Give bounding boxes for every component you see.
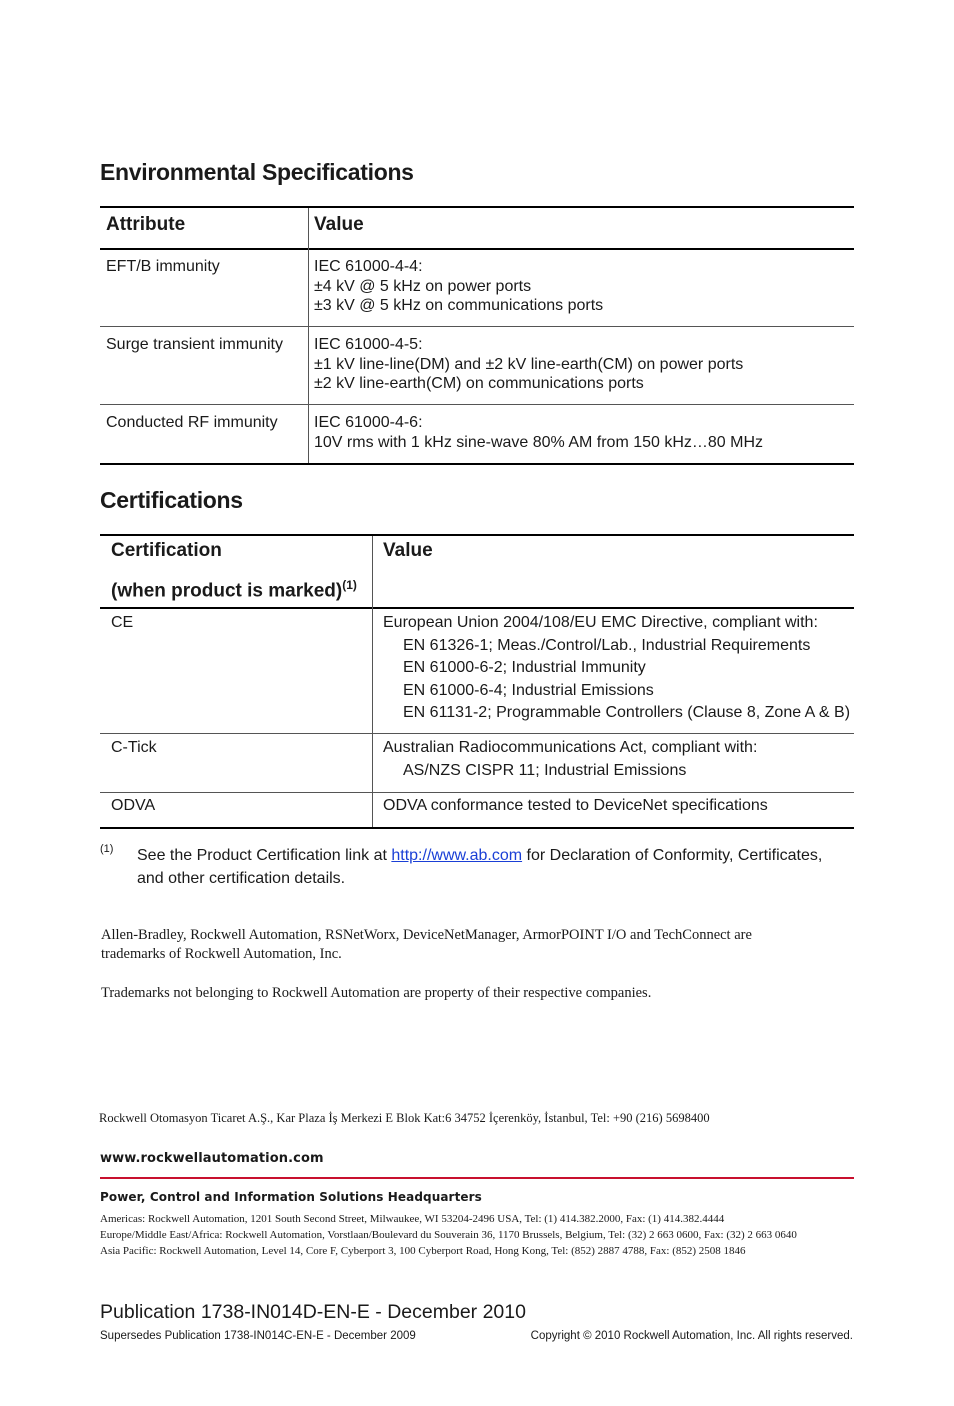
cert-header-value: Value bbox=[383, 540, 433, 561]
trademarks-block bbox=[101, 926, 752, 1003]
value-line: IEC 61000-4-4: bbox=[314, 258, 423, 275]
footnote-text-line2: and other certification details. bbox=[137, 869, 346, 887]
value-line: ±1 kV line-line(DM) and ±2 kV line-earth(CM) on power ports bbox=[314, 355, 744, 373]
env-specs-title: Environmental Specifications bbox=[100, 159, 414, 185]
env-row-divider bbox=[100, 326, 854, 327]
ab-com-link[interactable]: http://www.ab.com bbox=[391, 847, 523, 864]
cert-value-item: EN 61000-6-4; Industrial Emissions bbox=[403, 681, 654, 699]
cert-column-divider bbox=[372, 536, 373, 828]
value-line: ±3 kV @ 5 kHz on communications ports bbox=[314, 297, 604, 314]
value-line: IEC 61000-4-6: bbox=[314, 414, 423, 431]
cert-value-intro: Australian Radiocommunications Act, compliant with: bbox=[383, 739, 758, 756]
publication-number: Publication 1738-IN014D-EN-E - December 2010 bbox=[100, 1301, 526, 1323]
env-row-rf-attribute: Conducted RF immunity bbox=[106, 414, 278, 431]
cert-row-ce-value bbox=[383, 612, 850, 725]
cert-header-line1: Certification bbox=[111, 540, 222, 561]
cert-value-item: EN 61326-1; Meas./Control/Lab., Industrial Requirements bbox=[403, 636, 811, 654]
value-line: ±4 kV @ 5 kHz on power ports bbox=[314, 277, 532, 295]
hq-address-line: Americas: Rockwell Automation, 1201 South Second Street, Milwaukee, WI 53204-2496 USA, Tel: (1) 414.382.2000, Fax: (1) 414.382.4444 bbox=[100, 1213, 725, 1225]
cert-header-certification bbox=[111, 540, 357, 602]
value-line: 10V rms with 1 kHz sine-wave 80% AM from 150 kHz…80 MHz bbox=[314, 433, 764, 451]
hq-address-line: Europe/Middle East/Africa: Rockwell Automation, Vorstlaan/Boulevard du Souverain 36, 1170 Brussels, Belgium, Tel: (32) 2 663 0600, Fax: (32) 2 663 0640 bbox=[100, 1229, 797, 1241]
cert-row-divider bbox=[100, 792, 854, 793]
cert-value-item: AS/NZS CISPR 11; Industrial Emissions bbox=[403, 761, 687, 779]
env-row-divider bbox=[100, 404, 854, 405]
footnote-ref: (1) bbox=[342, 578, 357, 592]
env-header-value: Value bbox=[314, 214, 364, 235]
cert-value-item: EN 61000-6-2; Industrial Immunity bbox=[403, 659, 646, 676]
trademarks-line: trademarks of Rockwell Automation, Inc. bbox=[101, 946, 342, 962]
cert-value-item: EN 61131-2; Programmable Controllers (Clause 8, Zone A & B) bbox=[403, 704, 851, 721]
cert-table-bottom-rule bbox=[100, 827, 854, 829]
cert-row-odva-name: ODVA bbox=[111, 797, 156, 814]
value-line: ±2 kV line-earth(CM) on communications ports bbox=[314, 375, 644, 392]
cert-row-ce-name: CE bbox=[111, 614, 134, 631]
env-table-bottom-rule bbox=[100, 463, 854, 465]
value-line: IEC 61000-4-5: bbox=[314, 336, 423, 353]
cert-header-line2: (when product is marked) bbox=[111, 580, 343, 602]
env-row-eftb-attribute: EFT/B immunity bbox=[106, 258, 220, 275]
copyright-note: Copyright © 2010 Rockwell Automation, Inc. All rights reserved. bbox=[530, 1330, 853, 1342]
cert-value-intro: European Union 2004/108/EU EMC Directive, compliant with: bbox=[383, 614, 818, 631]
footnote-marker: (1) bbox=[100, 843, 114, 855]
env-header-rule bbox=[100, 248, 854, 250]
headquarters-addresses bbox=[100, 1211, 797, 1259]
footnote-text bbox=[137, 845, 854, 890]
env-row-eftb-value bbox=[314, 257, 603, 316]
website-link[interactable]: www.rockwellautomation.com bbox=[100, 1151, 324, 1166]
trademarks-line: Allen-Bradley, Rockwell Automation, RSNetWorx, DeviceNetManager, ArmorPOINT I/O and TechConnect are bbox=[101, 927, 752, 943]
cert-table-top-rule bbox=[100, 534, 854, 536]
turkey-address: Rockwell Otomasyon Ticaret A.Ş., Kar Plaza İş Merkezi E Blok Kat:6 34752 İçerenköy, İstanbul, Tel: +90 (216) 5698400 bbox=[99, 1111, 710, 1125]
cert-row-ctick-name: C-Tick bbox=[111, 739, 157, 756]
certifications-title: Certifications bbox=[100, 487, 243, 513]
trademarks-line: Trademarks not belonging to Rockwell Automation are property of their respective companies. bbox=[101, 985, 652, 1001]
cert-row-odva-value: ODVA conformance tested to DeviceNet specifications bbox=[383, 797, 768, 814]
hq-address-line: Asia Pacific: Rockwell Automation, Level 14, Core F, Cyberport 3, 100 Cyberport Road, Hong Kong, Tel: (852) 2887 4788, Fax: (852) 2508 1846 bbox=[100, 1245, 746, 1257]
footnote-text-after: for Declaration of Conformity, Certificates, bbox=[522, 847, 823, 864]
headquarters-title: Power, Control and Information Solutions Headquarters bbox=[100, 1190, 482, 1204]
cert-row-ctick-value bbox=[383, 737, 757, 782]
env-table-top-rule bbox=[100, 206, 854, 208]
env-row-surge-value bbox=[314, 335, 743, 394]
env-row-surge-attribute: Surge transient immunity bbox=[106, 336, 283, 353]
cert-row-divider bbox=[100, 733, 854, 734]
accent-rule bbox=[100, 1177, 854, 1179]
env-header-attribute: Attribute bbox=[106, 214, 186, 235]
env-row-rf-value bbox=[314, 413, 763, 452]
supersedes-note: Supersedes Publication 1738-IN014C-EN-E - December 2009 bbox=[100, 1330, 416, 1342]
env-column-divider bbox=[308, 208, 309, 464]
footnote-text-before: See the Product Certification link at bbox=[137, 847, 392, 864]
cert-header-rule bbox=[100, 607, 854, 609]
